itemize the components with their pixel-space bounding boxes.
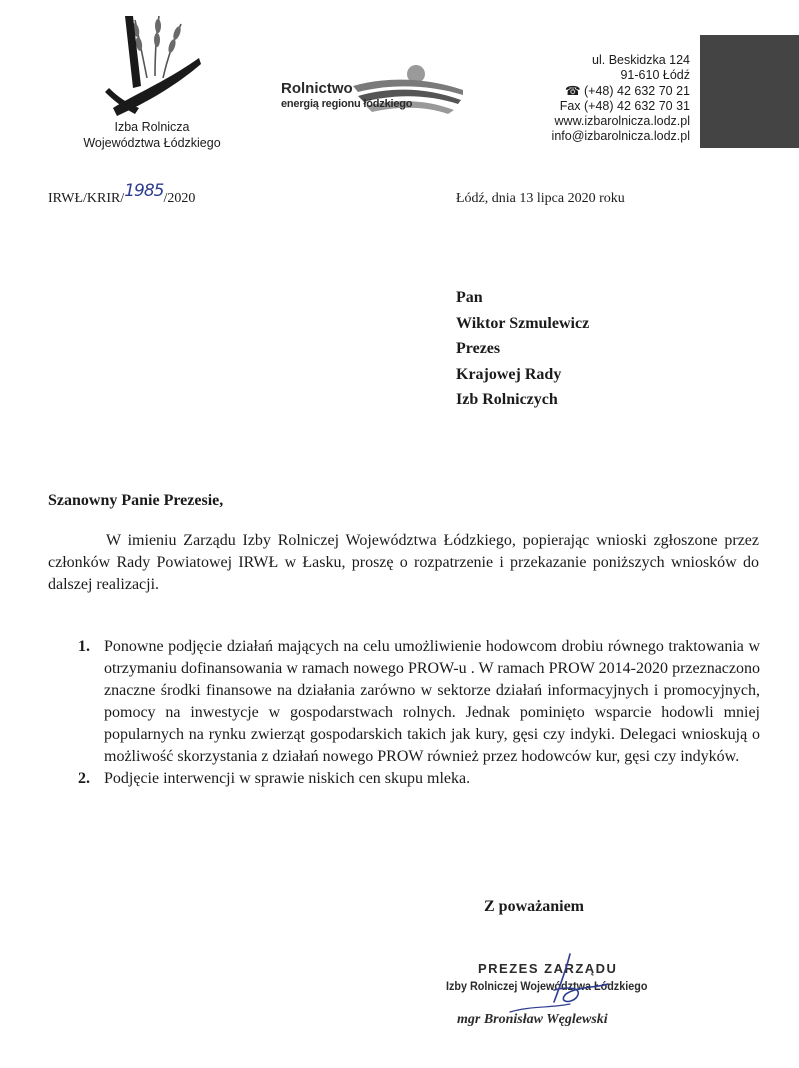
list-item-text: Ponowne podjęcie działań mających na celu umożliwienie hodowcom drobiu równego traktowania w otrzymaniu dofinansowania w ramach nowego PROW-u . W ramach PROW 2014-2020 przeznaczono znaczne środki finansowe na działania zarówno w sektorze działań informacyjnych i promocyjnych, pomocy na inwestycje w gospodarstwach rolnych. Jednak pominięto wsparcie hodowli mniej popularnych na rynku zwierząt gospodarskich takich jak kury, gęsi czy indyki. Delegaci wnioskują o możliwość skorzystania z działań nowego PROW również przez hodowców kur, gęsi czy indyków. [104,638,760,765]
stamp-title: PREZES ZARZĄDU [478,961,618,976]
list-item-number: 2. [78,770,90,787]
organization-name-line2: Województwa Łódzkiego [83,136,221,150]
contact-email: info@izbarolnicza.lodz.pl [551,129,690,144]
addressee-line: Krajowej Rady [456,365,562,383]
program-title: Rolnictwo [281,80,353,97]
date-line: Łódź, dnia 13 lipca 2020 roku [456,191,625,206]
header-decorative-bar [700,35,799,148]
addressee-block [456,285,589,413]
list-item-text: Podjęcie interwencji w sprawie niskich cen skupu mleka. [104,770,471,787]
program-subtitle: energią regionu łódzkiego [281,98,413,110]
addressee-line: Prezes [456,340,501,357]
phone-icon: ☎ [564,83,584,98]
reference-handwritten-number: 1985 [124,181,164,201]
contact-postal-city: 91-610 Łódź [620,68,690,83]
contact-street: ul. Beskidzka 124 [592,53,690,67]
contact-phone: (+48) 42 632 70 21 [584,83,690,98]
organization-name [62,119,242,151]
list-item [78,768,760,790]
salutation: Szanowny Panie Prezesie, [48,492,224,509]
contact-fax: Fax (+48) 42 632 70 31 [559,98,690,113]
addressee-line: Pan [456,289,483,306]
stamp-name: mgr Bronisław Węglewski [457,1012,608,1027]
contact-website: www.izbarolnicza.lodz.pl [554,114,690,129]
contact-block [480,53,690,145]
list-item [78,636,760,768]
stamp-subtitle: Izby Rolniczej Województwa Łódzkiego [446,979,648,993]
contact-phone-line [480,84,690,99]
handwritten-signature [500,950,630,1030]
intro-paragraph: W imieniu Zarządu Izby Rolniczej Województwa Łódzkiego, popierając wnioski zgłoszone przez członków Rady Powiatowej IRWŁ w Łasku, proszę o rozpatrzenie i przekazanie poniższych wniosków do dalszej realizacji. [48,532,759,593]
list-item-number: 1. [78,638,90,655]
chamber-logo [95,8,205,118]
requests-list [78,636,760,790]
reference-prefix: IRWŁ/KRIR/ [48,191,125,206]
reference-suffix: /2020 [163,191,196,206]
organization-name-line1: Izba Rolnicza [114,120,190,134]
closing-regards: Z poważaniem [484,898,584,915]
addressee-line: Izb Rolniczych [456,391,558,408]
addressee-line: Wiktor Szmulewicz [456,314,590,332]
reference-number [48,181,196,207]
